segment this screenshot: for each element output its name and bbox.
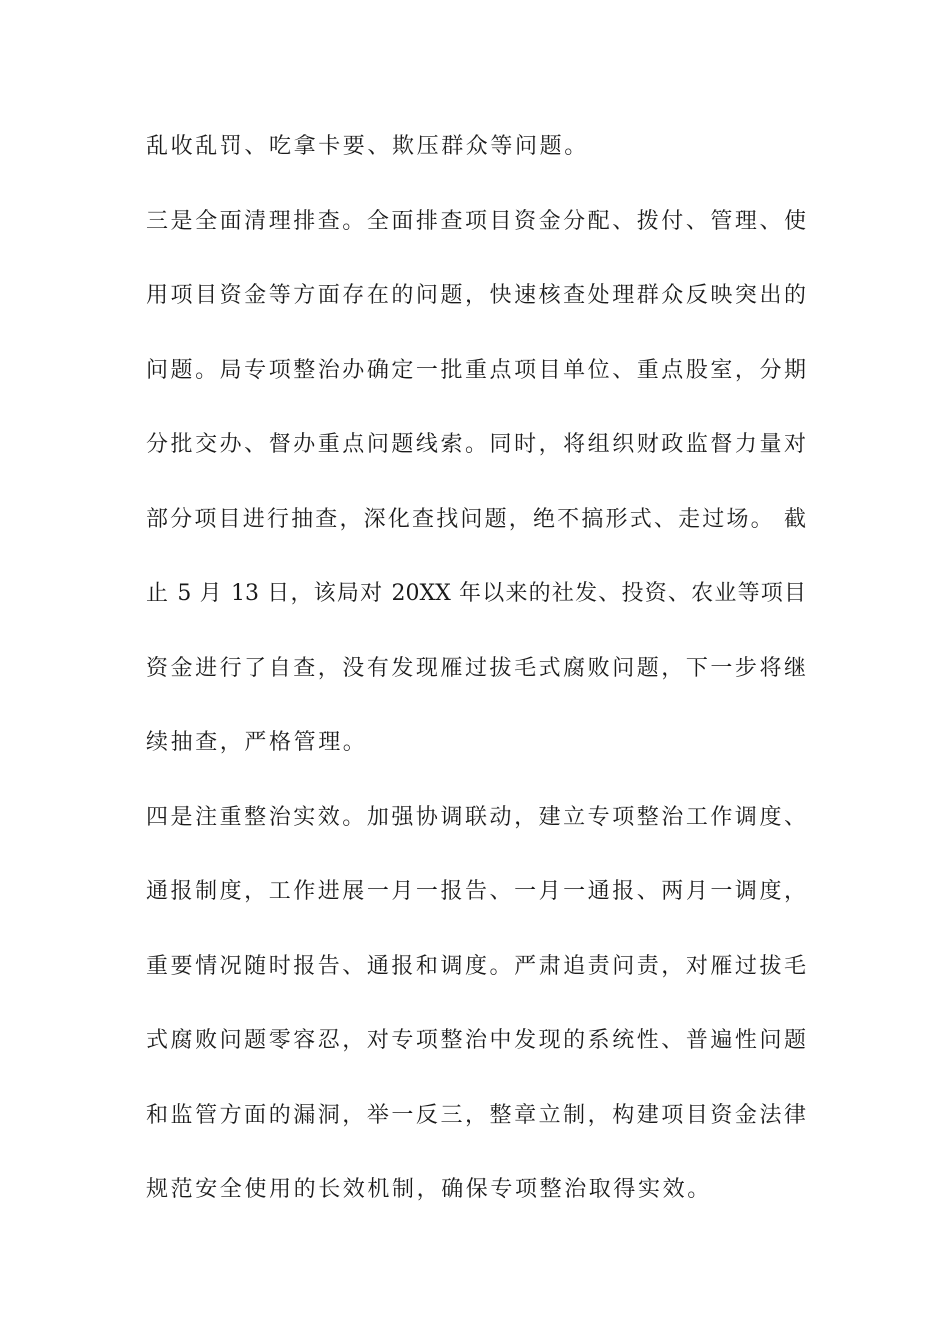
text-line: 式腐败问题零容忍，对专项整治中发现的系统性、普遍性问题	[146, 1028, 806, 1053]
text-line: 用项目资金等方面存在的问题，快速核查处理群众反映突出的	[146, 283, 806, 308]
text-line: 四是注重整治实效。加强协调联动，建立专项整治工作调度、	[146, 804, 806, 830]
text-line: 通报制度，工作进展一月一报告、一月一通报、两月一调度，	[146, 879, 806, 904]
body-text	[146, 128, 806, 1246]
text-line: 资金进行了自查，没有发现雁过拔毛式腐败问题，下一步将继	[146, 655, 806, 681]
text-line: 三是全面清理排查。全面排查项目资金分配、拨付、管理、使	[146, 208, 806, 234]
text-line: 乱收乱罚、吃拿卡要、欺压群众等问题。	[146, 134, 589, 159]
text-line: 部分项目进行抽查，深化查找问题，绝不搞形式、走过场。 截	[146, 506, 806, 532]
text-line: 规范安全使用的长效机制，确保专项整治取得实效。	[146, 1177, 712, 1202]
text-line: 重要情况随时报告、通报和调度。严肃追责问责，对雁过拔毛	[146, 953, 806, 979]
text-line: 问题。局专项整治办确定一批重点项目单位、重点股室，分期	[146, 357, 806, 383]
text-line: 止 5 月 13 日，该局对 20XX 年以来的社发、投资、农业等项目	[146, 581, 806, 606]
text-line: 分批交办、督办重点问题线索。同时，将组织财政监督力量对	[146, 432, 806, 457]
text-line: 和监管方面的漏洞，举一反三，整章立制，构建项目资金法律	[146, 1102, 806, 1128]
text-line: 续抽查，严格管理。	[146, 730, 368, 755]
